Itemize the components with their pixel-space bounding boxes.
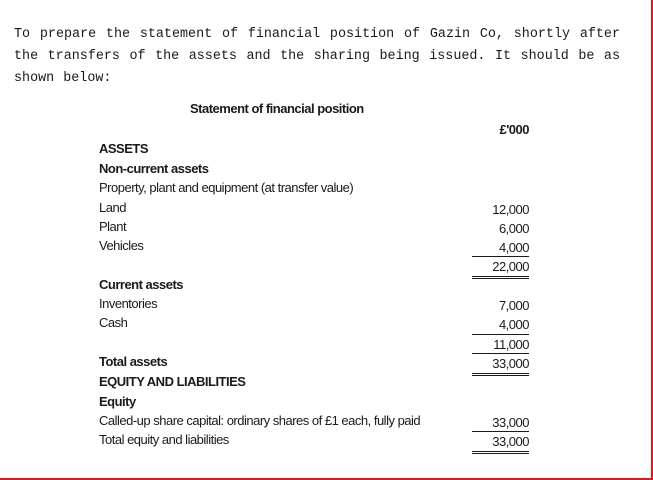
land-label: Land bbox=[99, 200, 126, 215]
land-amount: 12,000 bbox=[492, 202, 529, 217]
plant-label: Plant bbox=[99, 219, 127, 234]
total-equity-liabilities-label: Total equity and liabilities bbox=[99, 432, 229, 447]
total-assets-amount: 33,000 bbox=[472, 353, 529, 376]
vehicles-label: Vehicles bbox=[99, 238, 144, 253]
equity-heading: Equity bbox=[99, 394, 136, 409]
column-header-gbp-thousands: £'000 bbox=[499, 122, 529, 137]
ppe-label: Property, plant and equipment (at transfer value) bbox=[99, 180, 354, 195]
statement-title: Statement of financial position bbox=[190, 101, 364, 116]
cash-label: Cash bbox=[99, 315, 128, 330]
share-capital-amount: 33,000 bbox=[492, 415, 529, 430]
assets-heading: ASSETS bbox=[99, 141, 149, 156]
total-equity-liabilities-amount: 33,000 bbox=[472, 431, 529, 454]
share-capital-label: Called-up share capital: ordinary shares of £1 each, fully paid bbox=[99, 413, 421, 428]
plant-amount: 6,000 bbox=[498, 221, 529, 236]
intro-line-2: the transfers of the assets and the sharing being issued. It should be as bbox=[14, 49, 620, 64]
cash-amount: 4,000 bbox=[498, 317, 529, 332]
inventories-amount: 7,000 bbox=[498, 298, 529, 313]
equity-liabilities-heading: EQUITY AND LIABILITIES bbox=[99, 374, 246, 389]
intro-line-1: To prepare the statement of financial position of Gazin Co, shortly after bbox=[14, 27, 620, 42]
vehicles-amount: 4,000 bbox=[498, 240, 529, 255]
total-assets-label: Total assets bbox=[99, 354, 168, 369]
current-assets-heading: Current assets bbox=[99, 277, 184, 292]
inventories-label: Inventories bbox=[99, 296, 158, 311]
intro-line-3: shown below: bbox=[14, 71, 112, 86]
non-current-total-amount: 22,000 bbox=[472, 256, 529, 279]
current-total-amount: 11,000 bbox=[472, 334, 529, 354]
non-current-assets-heading: Non-current assets bbox=[99, 161, 209, 176]
